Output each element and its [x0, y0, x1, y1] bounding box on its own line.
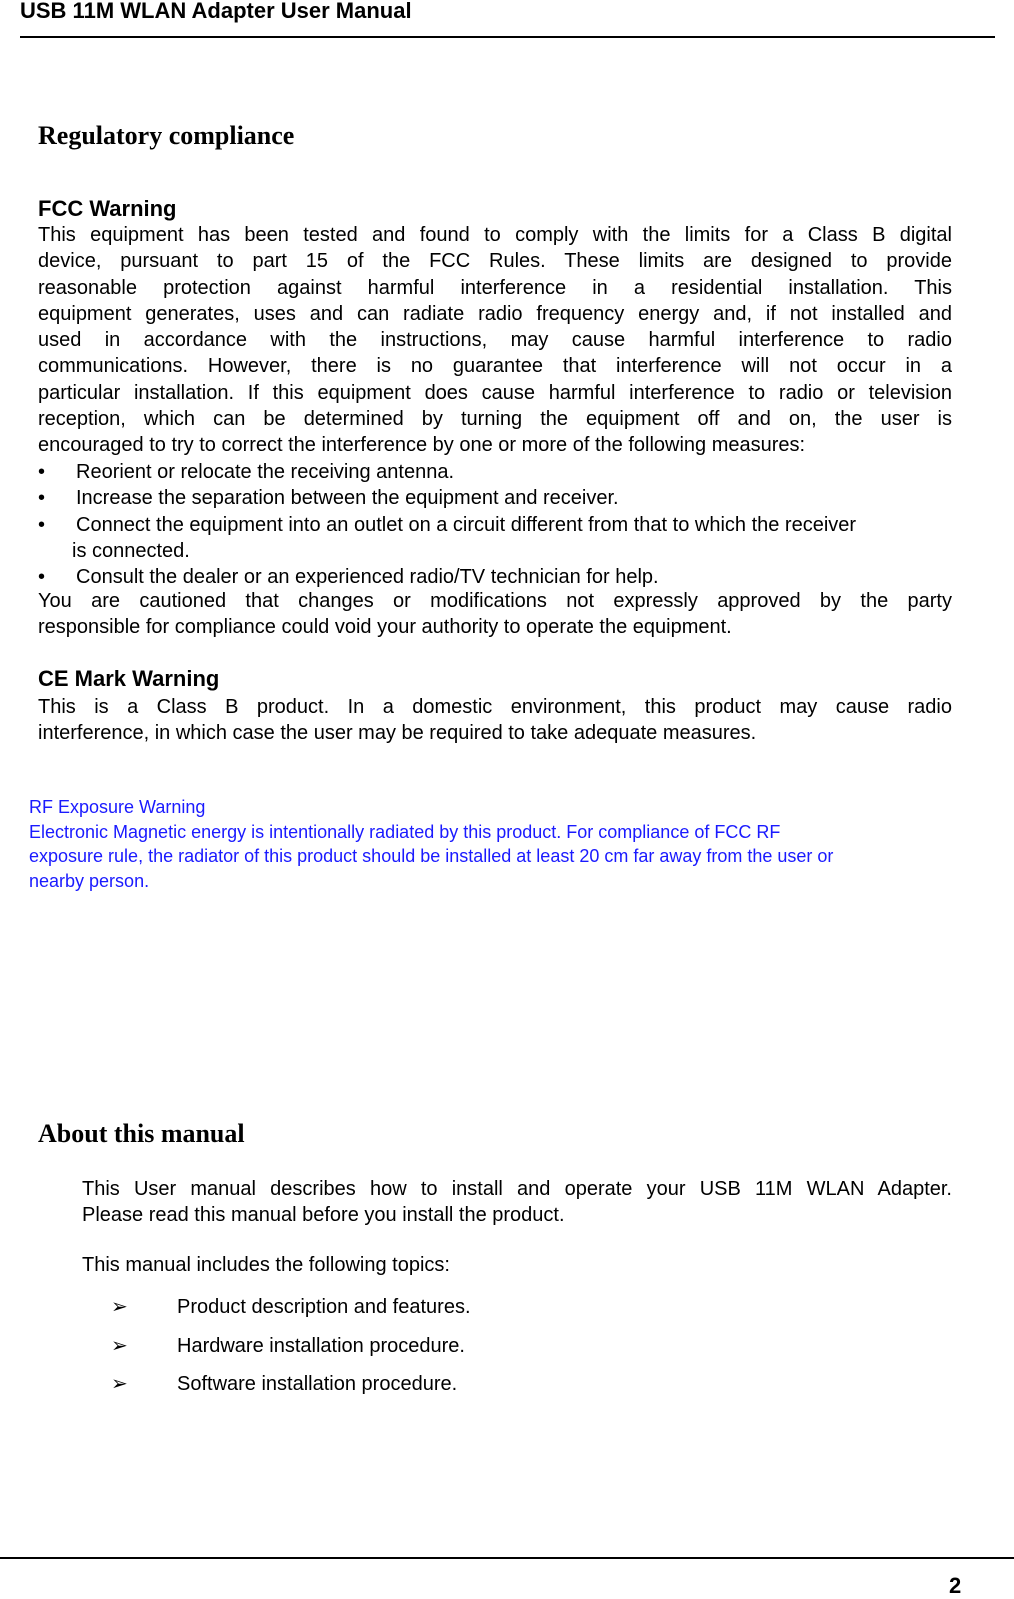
arrow-bullet-icon: ➢	[111, 1373, 128, 1395]
list-item	[111, 1327, 951, 1366]
list-item	[38, 512, 952, 565]
fcc-measures-list	[38, 459, 952, 590]
list-item	[38, 459, 952, 485]
fcc-line: reception, which can be determined by turning the equipment off and on, the user is	[38, 408, 952, 431]
fcc-line: communications. However, there is no guarantee that interference will not occur in a	[38, 355, 952, 378]
fcc-line: reasonable protection against harmful interference in a residential installation. This	[38, 276, 952, 299]
ce-paragraph	[38, 694, 952, 747]
arrow-bullet-icon: ➢	[111, 1334, 128, 1357]
list-item-text: Reorient or relocate the receiving antenna.	[76, 461, 455, 483]
about-intro	[82, 1176, 952, 1229]
fcc-line: used in accordance with the instructions, may cause harmful interference to radio	[38, 329, 952, 352]
about-line: This User manual describes how to install and operate your USB 11M WLAN Adapter.	[82, 1178, 952, 1200]
bullet-icon: •	[38, 487, 46, 510]
topic-text: Hardware installation procedure.	[177, 1334, 465, 1357]
list-item	[111, 1365, 951, 1404]
list-item-text: Connect the equipment into an outlet on a circuit different from that to which the receiver	[76, 513, 857, 536]
list-item	[111, 1288, 951, 1327]
page-header-title: USB 11M WLAN Adapter User Manual	[20, 0, 412, 23]
list-item-text: Consult the dealer or an experienced radio/TV technician for help.	[76, 566, 659, 589]
footer-divider	[0, 1557, 1014, 1559]
rf-line: nearby person.	[29, 870, 150, 891]
about-heading: About this manual	[38, 1119, 245, 1148]
rf-exposure-block	[29, 795, 989, 893]
bullet-icon: •	[38, 513, 46, 536]
caution-line: You are cautioned that changes or modifications not expressly approved by the party	[38, 590, 952, 612]
rf-line: Electronic Magnetic energy is intentionally radiated by this product. For compliance of FCC RF	[29, 821, 781, 842]
about-line: Please read this manual before you install the product.	[82, 1204, 565, 1227]
ce-heading: CE Mark Warning	[38, 666, 220, 691]
topics-intro: This manual includes the following topics:	[82, 1254, 450, 1276]
fcc-line: device, pursuant to part 15 of the FCC Rules. These limits are designed to provide	[38, 250, 952, 273]
regulatory-heading: Regulatory compliance	[38, 121, 295, 150]
page-number: 2	[949, 1573, 962, 1598]
fcc-heading: FCC Warning	[38, 196, 177, 221]
rf-heading: RF Exposure Warning	[29, 797, 206, 817]
ce-line: This is a Class B product. In a domestic environment, this product may cause radio	[38, 696, 952, 718]
arrow-bullet-icon: ➢	[111, 1296, 128, 1318]
fcc-line: equipment generates, uses and can radiate radio frequency energy and, if not installed and	[38, 302, 952, 325]
fcc-line: encouraged to try to correct the interference by one or more of the following measures:	[38, 434, 806, 457]
ce-line: interference, in which case the user may be required to take adequate measures.	[38, 722, 757, 745]
topic-text: Software installation procedure.	[177, 1373, 458, 1395]
list-item-continuation: is connected.	[72, 539, 190, 562]
fcc-caution-paragraph	[38, 588, 952, 641]
fcc-line: This equipment has been tested and found to comply with the limits for a Class B digital	[38, 224, 952, 246]
list-item-text: Increase the separation between the equipment and receiver.	[76, 487, 619, 510]
fcc-paragraph	[38, 222, 952, 459]
list-item	[38, 564, 952, 590]
header-divider	[20, 36, 995, 38]
topics-list	[111, 1288, 951, 1404]
caution-line: responsible for compliance could void your authority to operate the equipment.	[38, 616, 732, 639]
fcc-line: particular installation. If this equipment does cause harmful interference to radio or television	[38, 381, 952, 404]
rf-line: exposure rule, the radiator of this product should be installed at least 20 cm far away from the user or	[29, 846, 834, 866]
bullet-icon: •	[38, 566, 46, 589]
list-item	[38, 485, 952, 511]
topic-text: Product description and features.	[177, 1296, 471, 1318]
bullet-icon: •	[38, 461, 46, 483]
